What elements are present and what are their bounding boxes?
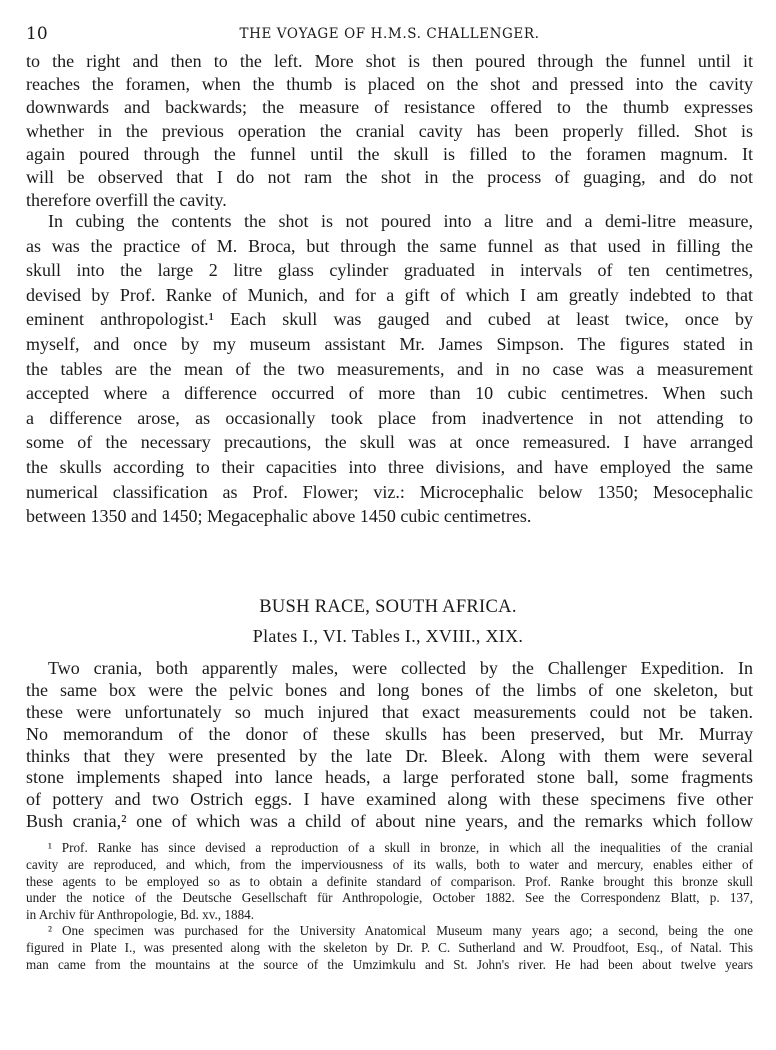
text-line: as was the practice of M. Broca, but through the same funnel as that used in filling the xyxy=(26,235,753,256)
section-subtitle: Plates I., VI. Tables I., XVIII., XIX. xyxy=(252,626,524,646)
text-line: skull into the large 2 litre glass cylinder graduated in intervals of ten centimetres, xyxy=(26,260,753,281)
text-line: myself, and once by my museum assistant Mr. James Simpson. The figures stated in xyxy=(26,333,753,354)
text-line: between 1350 and 1450; Megacephalic above 1450 cubic centimetres. xyxy=(26,506,532,527)
text-line: reaches the foramen, when the thumb is placed on the shot and pressed into the cavity xyxy=(26,74,753,95)
text-line: man came from the mountains at the source of the Umzimkulu and St. John's river. He had been about twelve years xyxy=(26,956,753,972)
text-line: numerical classification as Prof. Flower; viz.: Microcephalic below 1350; Mesocephalic xyxy=(26,481,753,502)
text-line: thinks that they were presented by the late Dr. Bleek. Along with them were several xyxy=(26,745,753,766)
text-line: will be observed that I do not ram the shot in the process of guaging, and do not xyxy=(26,166,753,187)
text-line: whether in the previous operation the cranial cavity has been properly filled. Shot is xyxy=(26,120,753,141)
text-line: again poured through the funnel until the skull is filled to the foramen magnum. It xyxy=(26,143,753,164)
text-line: under the notice of the Deutsche Gesellschaft für Anthropologie, October 1882. See the Correspondenz Blatt, p. 137, xyxy=(26,890,753,906)
section-paragraph xyxy=(26,658,753,833)
text-line: to the right and then to the left. More shot is then poured through the funnel until it xyxy=(26,51,753,71)
text-line: some of the necessary precautions, the skull was at once remeasured. I have arranged xyxy=(26,432,753,453)
footnote-1 xyxy=(26,840,753,924)
text-line: therefore overfill the cavity. xyxy=(26,190,227,211)
text-line: a difference arose, as occasionally took place from inadvertence in not attending to xyxy=(26,407,753,428)
text-line: downwards and backwards; the measure of resistance offered to the thumb expresses xyxy=(26,97,753,118)
text-line: Bush crania,² one of which was a child of about nine years, and the remarks which follow xyxy=(26,811,753,832)
page-number: 10 xyxy=(26,24,48,44)
text-line: the skulls according to their capacities into three divisions, and have employed the same xyxy=(26,456,753,477)
text-line: eminent anthropologist.¹ Each skull was gauged and cubed at least twice, once by xyxy=(26,309,753,330)
text-line: stone implements shaped into lance heads, a large perforated stone ball, some fragments xyxy=(26,767,753,788)
text-line: No memorandum of the donor of these skulls has been preserved, but Mr. Murray xyxy=(26,723,753,744)
text-line: devised by Prof. Ranke of Munich, and for a gift of which I am greatly indebted to that xyxy=(26,284,753,305)
paragraph-2 xyxy=(26,209,753,529)
text-line: of pottery and two Ostrich eggs. I have examined along with these specimens five other xyxy=(26,789,753,810)
text-line: the tables are the mean of the two measurements, and in no case was a measurement xyxy=(26,358,753,379)
text-line: these were unfortunately so much injured that exact measurements could not be taken. xyxy=(26,701,753,722)
text-line: cavity are reproduced, and which, from the imperviousness of its walls, both to water and mercury, enables either of xyxy=(26,856,753,872)
text-line: ¹ Prof. Ranke has since devised a reproduction of a skull in bronze, in which all the inequalities of the cranial xyxy=(48,840,753,855)
running-header xyxy=(26,24,753,46)
paragraph-1 xyxy=(26,50,753,212)
text-line: accepted where a difference occurred of more than 10 cubic centimetres. When such xyxy=(26,383,753,404)
text-line: ² One specimen was purchased for the University Anatomical Museum many years ago; a second, being the one xyxy=(48,923,753,938)
section-title: BUSH RACE, SOUTH AFRICA. xyxy=(259,597,517,617)
text-line: figured in Plate I., was presented along with the skeleton by Dr. P. C. Sutherland and W. Proudfoot, Esq., of Natal. This xyxy=(26,939,753,955)
text-line: these agents to be employed so as to obtain a definite standard of comparison. Prof. Ranke brought this bronze skull xyxy=(26,873,753,889)
text-line: Two crania, both apparently males, were collected by the Challenger Expedition. In xyxy=(48,658,753,678)
footnote-2 xyxy=(26,923,753,973)
text-line: the same box were the pelvic bones and long bones of the limbs of one skeleton, but xyxy=(26,679,753,700)
text-line: In cubing the contents the shot is not poured into a litre and a demi-litre measure, xyxy=(48,211,753,231)
running-head: THE VOYAGE OF H.M.S. CHALLENGER. xyxy=(239,26,540,42)
text-line: in Archiv für Anthropologie, Bd. xv., 1884. xyxy=(26,907,255,923)
